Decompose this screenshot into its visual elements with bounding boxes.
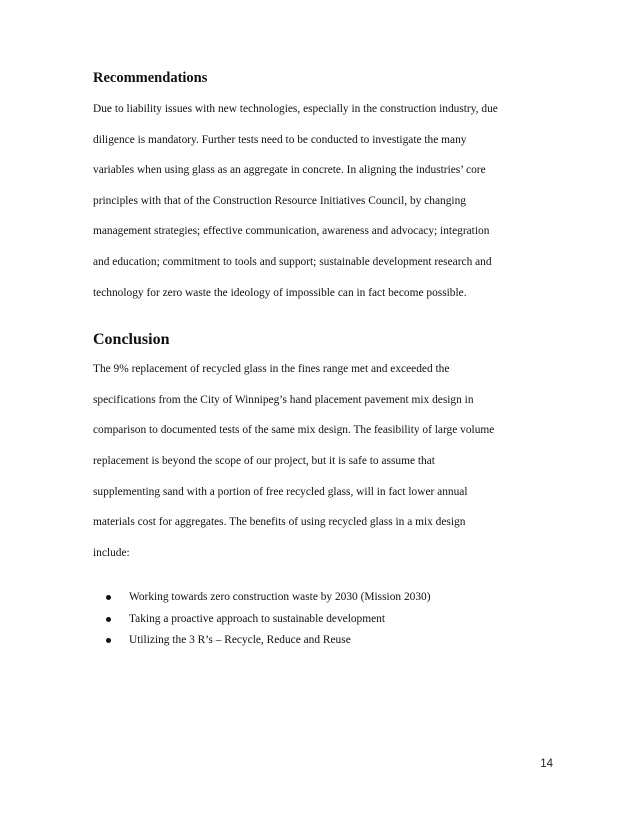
bullet-icon [106,595,111,600]
paragraph-line: management strategies; effective communication, awareness and advocacy; integration [93,225,490,238]
recommendations-paragraph [93,94,553,308]
paragraph-line: and education; commitment to tools and support; sustainable development research and [93,255,492,268]
list-item-text: Utilizing the 3 R’s – Recycle, Reduce and Reuse [129,634,351,647]
paragraph-line: specifications from the City of Winnipeg’s hand placement pavement mix design in [93,393,474,406]
recommendations-heading: Recommendations [93,70,208,86]
list-item [106,587,553,609]
list-item-text: Working towards zero construction waste by 2030 (Mission 2030) [129,591,431,604]
paragraph-line: variables when using glass as an aggregate in concrete. In aligning the industries’ core [93,164,486,177]
paragraph-line: technology for zero waste the ideology of impossible can in fact become possible. [93,286,467,299]
paragraph-line: replacement is beyond the scope of our project, but it is safe to assume that [93,454,435,467]
list-item [106,630,553,652]
conclusion-paragraph [93,354,553,568]
page-content [93,68,553,652]
benefits-list [93,587,553,652]
paragraph-line: principles with that of the Construction Resource Initiatives Council, by changing [93,194,466,207]
paragraph-line: comparison to documented tests of the same mix design. The feasibility of large volume [93,424,495,437]
paragraph-line: The 9% replacement of recycled glass in the fines range met and exceeded the [93,363,450,376]
paragraph-line: supplementing sand with a portion of free recycled glass, will in fact lower annual [93,485,468,498]
list-item [106,609,553,631]
conclusion-heading: Conclusion [93,331,170,349]
bullet-icon [106,638,111,643]
page-number: 14 [540,758,553,770]
paragraph-line: include: [93,546,130,559]
paragraph-line: materials cost for aggregates. The benefits of using recycled glass in a mix design [93,516,466,529]
section-spacer [93,308,553,329]
list-item-text: Taking a proactive approach to sustainable development [129,612,386,625]
paragraph-line: diligence is mandatory. Further tests need to be conducted to investigate the many [93,133,467,146]
bullet-icon [106,617,111,622]
paragraph-line: Due to liability issues with new technologies, especially in the construction industry, due [93,103,498,115]
